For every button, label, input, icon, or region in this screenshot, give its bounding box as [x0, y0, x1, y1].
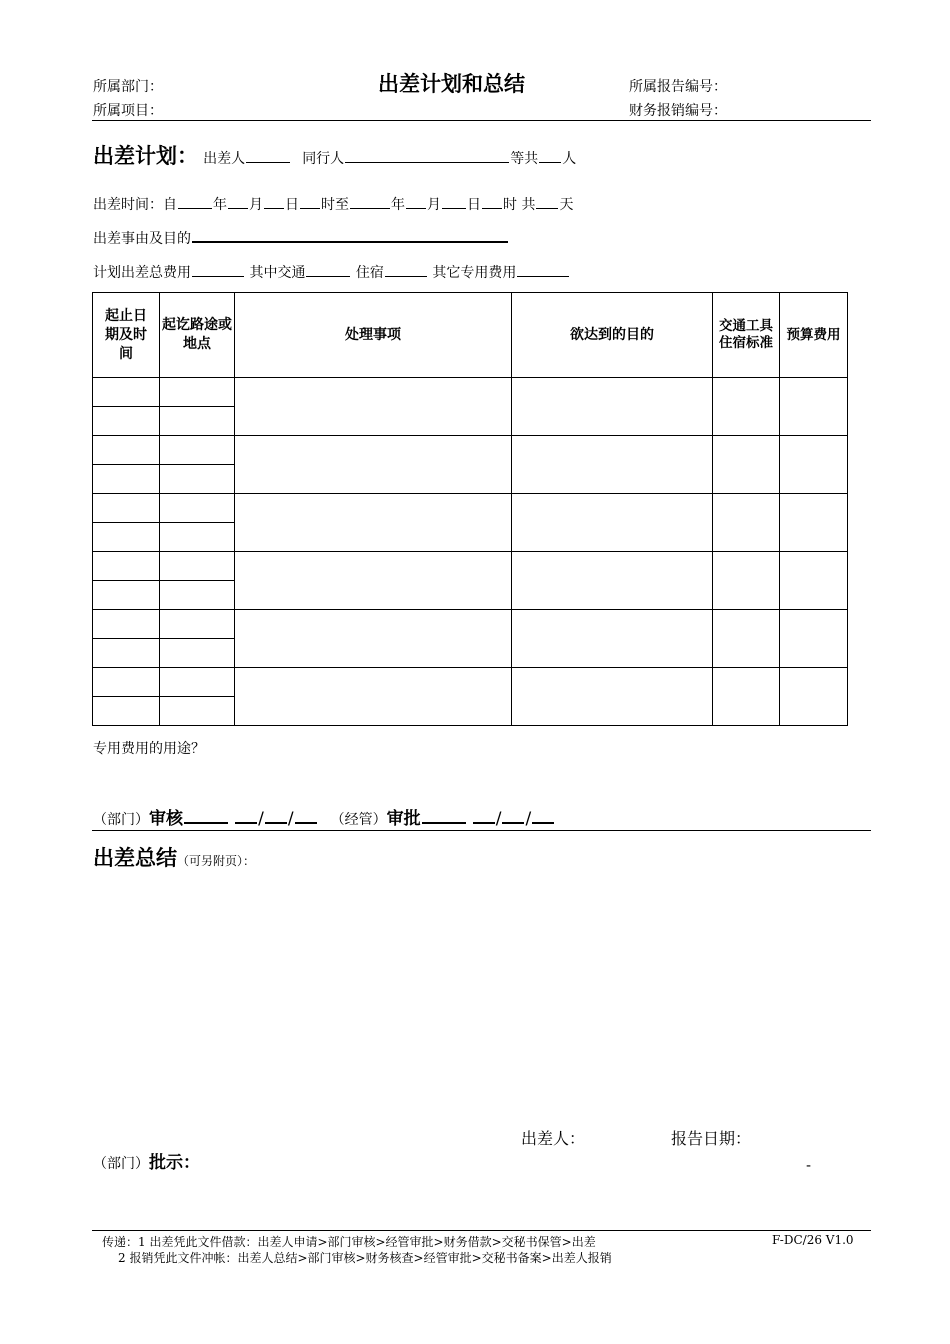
traveler-blank[interactable] — [246, 149, 290, 163]
dept-prefix: （部门） — [93, 812, 149, 828]
instruction-label: 批示： — [149, 1153, 200, 1173]
other-cost-blank[interactable] — [517, 263, 569, 277]
total-cost-blank[interactable] — [192, 263, 244, 277]
slash: / — [495, 809, 502, 829]
review-label: 审核 — [149, 809, 183, 829]
slash: / — [287, 809, 294, 829]
month-unit: 月 — [249, 197, 263, 213]
table-row — [93, 552, 848, 581]
dept-label: 所属部门： — [93, 79, 163, 95]
special-use-label: 专用费用的用途？ — [93, 741, 205, 757]
summary-heading-line — [93, 842, 255, 872]
summary-text-area[interactable] — [93, 872, 871, 1112]
reason-blank[interactable] — [192, 228, 508, 243]
footer-divider — [92, 1230, 871, 1231]
end-month-blank[interactable] — [406, 195, 426, 209]
review-month-blank[interactable] — [265, 809, 287, 824]
summary-heading: 出差总结 — [93, 846, 177, 870]
traveler-label: 出差人 — [203, 151, 246, 167]
project-label: 所属项目： — [93, 103, 163, 119]
start-month-blank[interactable] — [228, 195, 248, 209]
hour-total-label: 时 共 — [503, 197, 536, 213]
review-day-blank[interactable] — [295, 809, 317, 824]
col-header-route: 起讫路途或地点 — [160, 293, 235, 378]
month-unit: 月 — [427, 197, 441, 213]
cost-line — [93, 262, 570, 282]
time-label: 出差时间：自 — [93, 197, 177, 213]
lodging-cost-blank[interactable] — [385, 263, 427, 277]
approve-month-blank[interactable] — [502, 809, 524, 824]
year-unit: 年 — [391, 197, 405, 213]
col-header-transport-standard: 交通工具住宿标准 — [713, 293, 780, 378]
start-day-blank[interactable] — [264, 195, 284, 209]
transport-cost-blank[interactable] — [306, 263, 350, 277]
plan-line — [93, 140, 576, 170]
form-code: F-DC/26 V1.0 — [772, 1233, 854, 1247]
days-unit: 天 — [559, 197, 574, 213]
review-sign-blank[interactable] — [184, 809, 228, 824]
year-unit: 年 — [213, 197, 227, 213]
page-title: 出差计划和总结 — [378, 72, 525, 96]
total-people-blank[interactable] — [539, 149, 561, 163]
day-unit: 日 — [285, 197, 299, 213]
approval-line — [93, 804, 555, 829]
start-hour-blank[interactable] — [300, 195, 320, 209]
reason-line — [93, 228, 509, 248]
approve-sign-blank[interactable] — [422, 809, 466, 824]
table-header-row — [93, 293, 848, 378]
companion-blank[interactable] — [345, 149, 509, 163]
companion-label: 同行人 — [302, 151, 345, 167]
finance-number-label: 财务报销编号： — [629, 103, 727, 119]
slash: / — [258, 809, 264, 829]
dash-mark: - — [806, 1158, 812, 1174]
plan-table — [92, 292, 848, 726]
instruction-line — [93, 1148, 200, 1173]
report-number-label: 所属报告编号： — [629, 79, 727, 95]
hour-to-label: 时至 — [321, 197, 349, 213]
review-year-blank[interactable] — [235, 809, 257, 824]
report-date-label: 报告日期： — [671, 1129, 752, 1148]
footer-line-1: 传递：1 出差凭此文件借款：出差人申请>部门审核>经管审批>财务借款>交秘书保管>出差 — [102, 1235, 596, 1249]
col-header-goal: 欲达到的目的 — [512, 293, 713, 378]
end-hour-blank[interactable] — [482, 195, 502, 209]
end-year-blank[interactable] — [350, 195, 390, 209]
day-unit: 日 — [467, 197, 481, 213]
other-cost-label: 其它专用费用 — [432, 265, 517, 281]
col-header-datetime: 起止日期及时间 — [93, 293, 160, 378]
summary-note: （可另附页）： — [177, 854, 256, 868]
table-row — [93, 610, 848, 639]
col-header-matters: 处理事项 — [235, 293, 512, 378]
plan-heading: 出差计划： — [93, 144, 198, 168]
table-row — [93, 436, 848, 465]
approve-day-blank[interactable] — [532, 809, 554, 824]
header-divider — [92, 120, 871, 121]
end-day-blank[interactable] — [442, 195, 466, 209]
person-unit: 人 — [562, 151, 577, 167]
time-line — [93, 194, 573, 214]
total-label: 等共 — [510, 151, 539, 167]
approval-divider — [92, 830, 871, 831]
mgmt-prefix: （经管） — [330, 812, 387, 828]
table-row — [93, 668, 848, 697]
summary-traveler-label: 出差人： — [521, 1129, 586, 1148]
lodging-label: 住宿 — [355, 265, 384, 281]
start-year-blank[interactable] — [178, 195, 212, 209]
cost-label: 计划出差总费用 — [93, 265, 191, 281]
total-days-blank[interactable] — [536, 195, 558, 209]
slash: / — [525, 809, 532, 829]
table-row — [93, 378, 848, 407]
transport-label: 其中交通 — [249, 265, 306, 281]
dept-prefix: （部门） — [93, 1156, 149, 1172]
approve-year-blank[interactable] — [473, 809, 495, 824]
col-header-budget: 预算费用 — [780, 293, 848, 378]
footer-line-2: 2 报销凭此文件冲帐：出差人总结>部门审核>财务核查>经管审批>交秘书备案>出差人报销 — [118, 1251, 612, 1265]
table-row — [93, 494, 848, 523]
reason-label: 出差事由及目的 — [93, 231, 191, 247]
approve-label: 审批 — [386, 809, 421, 829]
